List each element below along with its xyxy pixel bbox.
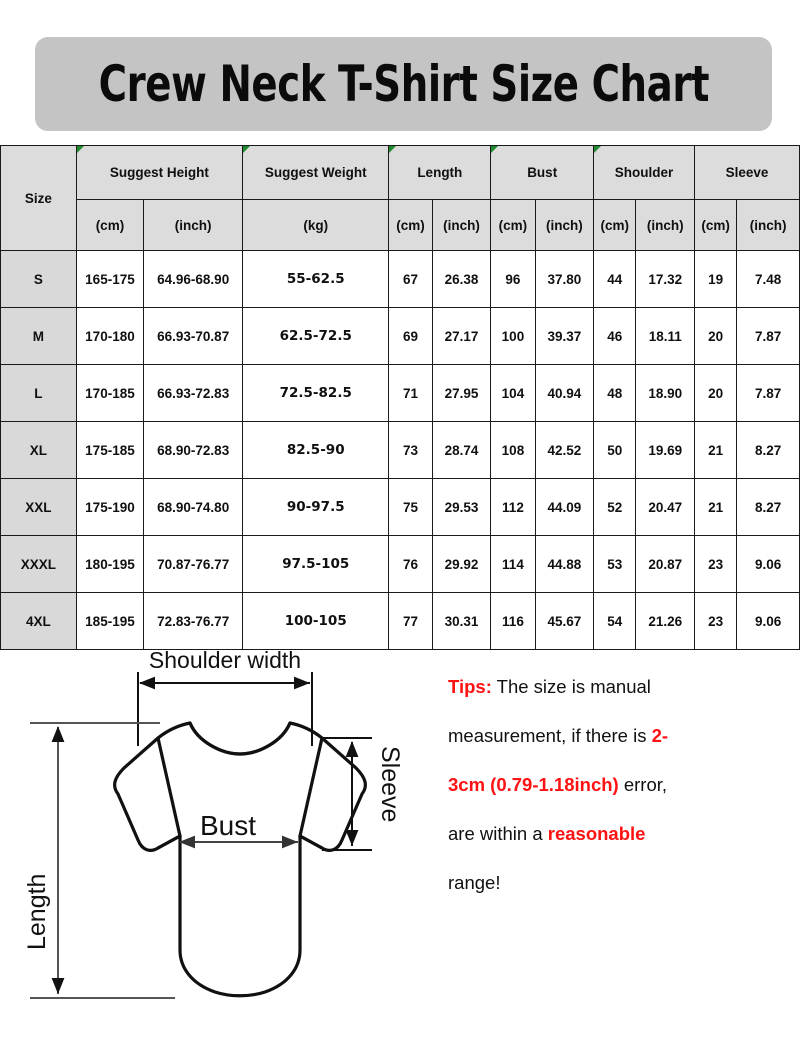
- tips-line-5: [448, 858, 788, 907]
- tshirt-diagram-svg: [0, 650, 430, 1040]
- header-shoulder: Shoulder: [594, 146, 695, 200]
- tips-line1-text: The size is manual: [491, 676, 651, 697]
- cell-sleeve-in: 9.06: [737, 593, 800, 650]
- label-shoulder-width: Shoulder width: [148, 650, 302, 673]
- cell-height-cm: 170-180: [76, 308, 144, 365]
- unit-bust-inch: (inch): [535, 200, 594, 251]
- cell-height-in: 66.93-72.83: [144, 365, 243, 422]
- label-sleeve: Sleeve: [376, 746, 404, 823]
- tips-line-1: [448, 662, 788, 711]
- table-row: [1, 593, 800, 650]
- header-sleeve: Sleeve: [695, 146, 800, 200]
- tips-line3-text: error,: [618, 774, 668, 795]
- cell-size: S: [1, 251, 77, 308]
- cell-shoulder-cm: 50: [594, 422, 636, 479]
- cell-bust-in: 44.09: [535, 479, 594, 536]
- cell-length-cm: 69: [389, 308, 432, 365]
- header-bust: Bust: [491, 146, 594, 200]
- page-title: Crew Neck T-Shirt Size Chart: [98, 55, 709, 113]
- unit-shoulder-cm: (cm): [594, 200, 636, 251]
- tips-block: [448, 662, 788, 907]
- cell-shoulder-in: 20.47: [636, 479, 695, 536]
- cell-weight-kg: 55-62.5: [243, 251, 389, 308]
- cell-height-cm: 185-195: [76, 593, 144, 650]
- cell-sleeve-cm: 20: [695, 308, 737, 365]
- cell-weight-kg: 100-105: [243, 593, 389, 650]
- unit-sleeve-inch: (inch): [737, 200, 800, 251]
- cell-bust-cm: 108: [491, 422, 535, 479]
- cell-height-cm: 170-185: [76, 365, 144, 422]
- header-suggest-height: Suggest Height: [76, 146, 242, 200]
- unit-length-inch: (inch): [432, 200, 491, 251]
- cell-size: M: [1, 308, 77, 365]
- cell-sleeve-in: 7.87: [737, 308, 800, 365]
- cell-shoulder-cm: 54: [594, 593, 636, 650]
- cell-height-cm: 175-185: [76, 422, 144, 479]
- cell-weight-kg: 97.5-105: [243, 536, 389, 593]
- cell-shoulder-cm: 44: [594, 251, 636, 308]
- cell-length-cm: 76: [389, 536, 432, 593]
- cell-height-in: 68.90-72.83: [144, 422, 243, 479]
- cell-bust-cm: 104: [491, 365, 535, 422]
- cell-shoulder-in: 20.87: [636, 536, 695, 593]
- cell-length-cm: 71: [389, 365, 432, 422]
- cell-length-in: 29.53: [432, 479, 491, 536]
- cell-bust-cm: 96: [491, 251, 535, 308]
- cell-shoulder-cm: 46: [594, 308, 636, 365]
- cell-height-cm: 180-195: [76, 536, 144, 593]
- cell-shoulder-cm: 48: [594, 365, 636, 422]
- cell-height-cm: 175-190: [76, 479, 144, 536]
- cell-height-in: 72.83-76.77: [144, 593, 243, 650]
- cell-length-in: 27.95: [432, 365, 491, 422]
- size-chart-table: [0, 145, 800, 650]
- unit-length-cm: (cm): [389, 200, 432, 251]
- cell-shoulder-in: 17.32: [636, 251, 695, 308]
- cell-length-in: 29.92: [432, 536, 491, 593]
- cell-bust-in: 40.94: [535, 365, 594, 422]
- cell-height-cm: 165-175: [76, 251, 144, 308]
- tips-line-4: [448, 809, 788, 858]
- cell-shoulder-cm: 52: [594, 479, 636, 536]
- cell-sleeve-in: 9.06: [737, 536, 800, 593]
- table-group-header-row: [1, 146, 800, 200]
- unit-height-inch: (inch): [144, 200, 243, 251]
- cell-size: XL: [1, 422, 77, 479]
- cell-bust-cm: 114: [491, 536, 535, 593]
- tshirt-measurement-diagram: [0, 650, 430, 1040]
- cell-height-in: 66.93-70.87: [144, 308, 243, 365]
- cell-weight-kg: 82.5-90: [243, 422, 389, 479]
- cell-bust-in: 39.37: [535, 308, 594, 365]
- tips-line2-highlight: 2-: [651, 725, 669, 746]
- cell-sleeve-cm: 21: [695, 422, 737, 479]
- label-length: Length: [23, 873, 51, 950]
- tips-line3-highlight: 3cm (0.79-1.18inch): [448, 774, 619, 795]
- unit-height-cm: (cm): [76, 200, 144, 251]
- cell-weight-kg: 62.5-72.5: [243, 308, 389, 365]
- unit-sleeve-cm: (cm): [695, 200, 737, 251]
- cell-sleeve-cm: 23: [695, 593, 737, 650]
- unit-shoulder-inch: (inch): [636, 200, 695, 251]
- title-banner: [35, 37, 772, 131]
- cell-length-cm: 77: [389, 593, 432, 650]
- cell-sleeve-cm: 20: [695, 365, 737, 422]
- cell-size: 4XL: [1, 593, 77, 650]
- cell-sleeve-cm: 19: [695, 251, 737, 308]
- header-length: Length: [389, 146, 491, 200]
- cell-length-in: 30.31: [432, 593, 491, 650]
- table-row: [1, 251, 800, 308]
- unit-bust-cm: (cm): [491, 200, 535, 251]
- cell-length-cm: 67: [389, 251, 432, 308]
- table-unit-header-row: [1, 200, 800, 251]
- cell-bust-in: 44.88: [535, 536, 594, 593]
- cell-bust-cm: 100: [491, 308, 535, 365]
- cell-height-in: 68.90-74.80: [144, 479, 243, 536]
- cell-height-in: 70.87-76.77: [144, 536, 243, 593]
- table-row: [1, 422, 800, 479]
- table-row: [1, 308, 800, 365]
- cell-length-in: 27.17: [432, 308, 491, 365]
- table-row: [1, 365, 800, 422]
- tips-line-3: [448, 760, 788, 809]
- header-suggest-weight: Suggest Weight: [243, 146, 389, 200]
- tips-label: Tips:: [448, 676, 492, 697]
- cell-sleeve-in: 8.27: [737, 479, 800, 536]
- cell-shoulder-cm: 53: [594, 536, 636, 593]
- cell-sleeve-cm: 21: [695, 479, 737, 536]
- header-size: Size: [1, 146, 77, 251]
- cell-bust-cm: 116: [491, 593, 535, 650]
- cell-sleeve-in: 7.87: [737, 365, 800, 422]
- cell-shoulder-in: 18.11: [636, 308, 695, 365]
- cell-size: L: [1, 365, 77, 422]
- tips-line4-highlight: reasonable: [547, 823, 646, 844]
- label-bust: Bust: [199, 810, 257, 841]
- cell-sleeve-in: 8.27: [737, 422, 800, 479]
- cell-size: XXXL: [1, 536, 77, 593]
- cell-bust-in: 37.80: [535, 251, 594, 308]
- cell-weight-kg: 72.5-82.5: [243, 365, 389, 422]
- cell-bust-in: 42.52: [535, 422, 594, 479]
- cell-shoulder-in: 18.90: [636, 365, 695, 422]
- unit-weight-kg: (kg): [243, 200, 389, 251]
- cell-length-in: 28.74: [432, 422, 491, 479]
- cell-size: XXL: [1, 479, 77, 536]
- cell-shoulder-in: 19.69: [636, 422, 695, 479]
- tips-line-2: [448, 711, 788, 760]
- cell-bust-cm: 112: [491, 479, 535, 536]
- cell-height-in: 64.96-68.90: [144, 251, 243, 308]
- tips-line2-text: measurement, if there is: [448, 725, 652, 746]
- cell-weight-kg: 90-97.5: [243, 479, 389, 536]
- cell-length-cm: 75: [389, 479, 432, 536]
- cell-sleeve-cm: 23: [695, 536, 737, 593]
- cell-shoulder-in: 21.26: [636, 593, 695, 650]
- tshirt-outline: [115, 723, 366, 996]
- table-row: [1, 536, 800, 593]
- cell-bust-in: 45.67: [535, 593, 594, 650]
- tips-line4-text: are within a: [448, 823, 548, 844]
- table-body: [1, 251, 800, 650]
- tips-line5-text: range!: [448, 872, 501, 893]
- cell-length-in: 26.38: [432, 251, 491, 308]
- cell-sleeve-in: 7.48: [737, 251, 800, 308]
- table-row: [1, 479, 800, 536]
- cell-length-cm: 73: [389, 422, 432, 479]
